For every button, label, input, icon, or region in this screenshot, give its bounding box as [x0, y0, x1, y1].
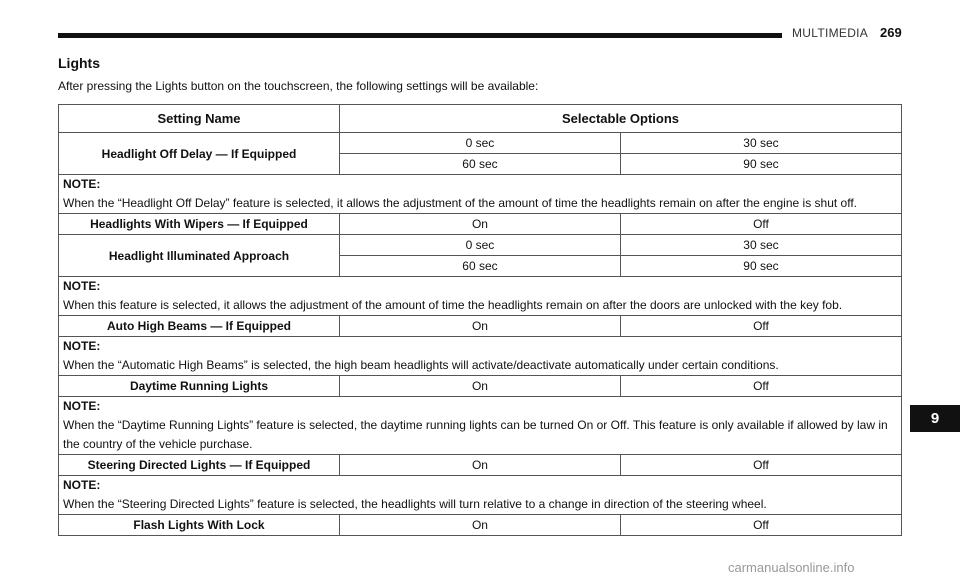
setting-name: Headlight Off Delay — If Equipped — [59, 133, 340, 175]
option-cell: On — [340, 214, 621, 235]
page-number: 269 — [880, 25, 902, 40]
note-label: NOTE: — [63, 399, 101, 413]
option-cell: On — [340, 455, 621, 476]
table-row — [59, 316, 902, 337]
note-cell — [59, 337, 902, 376]
option-cell: 0 sec — [340, 235, 621, 256]
setting-name: Flash Lights With Lock — [59, 515, 340, 536]
note-text: When the “Steering Directed Lights” feature is selected, the headlights will turn relative to a change in direction of the steering wheel. — [63, 497, 767, 511]
option-cell: Off — [620, 455, 901, 476]
note-cell — [59, 397, 902, 455]
note-label: NOTE: — [63, 339, 101, 353]
note-cell — [59, 476, 902, 515]
intro-text: After pressing the Lights button on the touchscreen, the following settings will be available: — [58, 79, 539, 93]
lights-settings-table — [58, 104, 902, 536]
option-cell: Off — [620, 214, 901, 235]
note-row — [59, 397, 902, 455]
option-cell: Off — [620, 515, 901, 536]
note-text: When this feature is selected, it allows the adjustment of the amount of time the headlights remain on after the doors are unlocked with the key fob. — [63, 298, 843, 312]
option-cell: On — [340, 316, 621, 337]
setting-name: Headlight Illuminated Approach — [59, 235, 340, 277]
option-cell: Off — [620, 376, 901, 397]
option-cell: 0 sec — [340, 133, 621, 154]
setting-name: Headlights With Wipers — If Equipped — [59, 214, 340, 235]
section-name: MULTIMEDIA — [792, 26, 869, 40]
watermark: carmanualsonline.info — [728, 560, 855, 575]
note-text: When the “Automatic High Beams” is selected, the high beam headlights will activate/deactivate automatically under certain conditions. — [63, 358, 779, 372]
table-row — [59, 235, 902, 256]
column-header-options: Selectable Options — [340, 105, 902, 133]
setting-name: Daytime Running Lights — [59, 376, 340, 397]
note-row — [59, 476, 902, 515]
chapter-tab: 9 — [910, 405, 960, 432]
note-row — [59, 175, 902, 214]
note-cell — [59, 277, 902, 316]
column-header-setting: Setting Name — [59, 105, 340, 133]
note-text: When the “Headlight Off Delay” feature is selected, it allows the adjustment of the amount of time the headlights remain on after the engine is shut off. — [63, 196, 857, 210]
note-row — [59, 277, 902, 316]
setting-name: Steering Directed Lights — If Equipped — [59, 455, 340, 476]
note-label: NOTE: — [63, 279, 101, 293]
note-label: NOTE: — [63, 177, 101, 191]
option-cell: On — [340, 376, 621, 397]
option-cell: 60 sec — [340, 256, 621, 277]
table-row — [59, 214, 902, 235]
page-title: Lights — [58, 55, 100, 71]
option-cell: 90 sec — [620, 154, 901, 175]
table-row — [59, 133, 902, 154]
table-row — [59, 515, 902, 536]
option-cell: 30 sec — [620, 133, 901, 154]
option-cell: 60 sec — [340, 154, 621, 175]
note-cell — [59, 175, 902, 214]
option-cell: 90 sec — [620, 256, 901, 277]
option-cell: 30 sec — [620, 235, 901, 256]
table-row — [59, 455, 902, 476]
note-label: NOTE: — [63, 478, 101, 492]
table-row — [59, 376, 902, 397]
note-text: When the “Daytime Running Lights” feature is selected, the daytime running lights can be turned On or Off. This feature is only available if allowed by law in the country of the vehicle purchase. — [63, 418, 888, 451]
setting-name: Auto High Beams — If Equipped — [59, 316, 340, 337]
note-row — [59, 337, 902, 376]
table-header-row — [59, 105, 902, 133]
option-cell: On — [340, 515, 621, 536]
header-rule — [58, 33, 782, 38]
option-cell: Off — [620, 316, 901, 337]
